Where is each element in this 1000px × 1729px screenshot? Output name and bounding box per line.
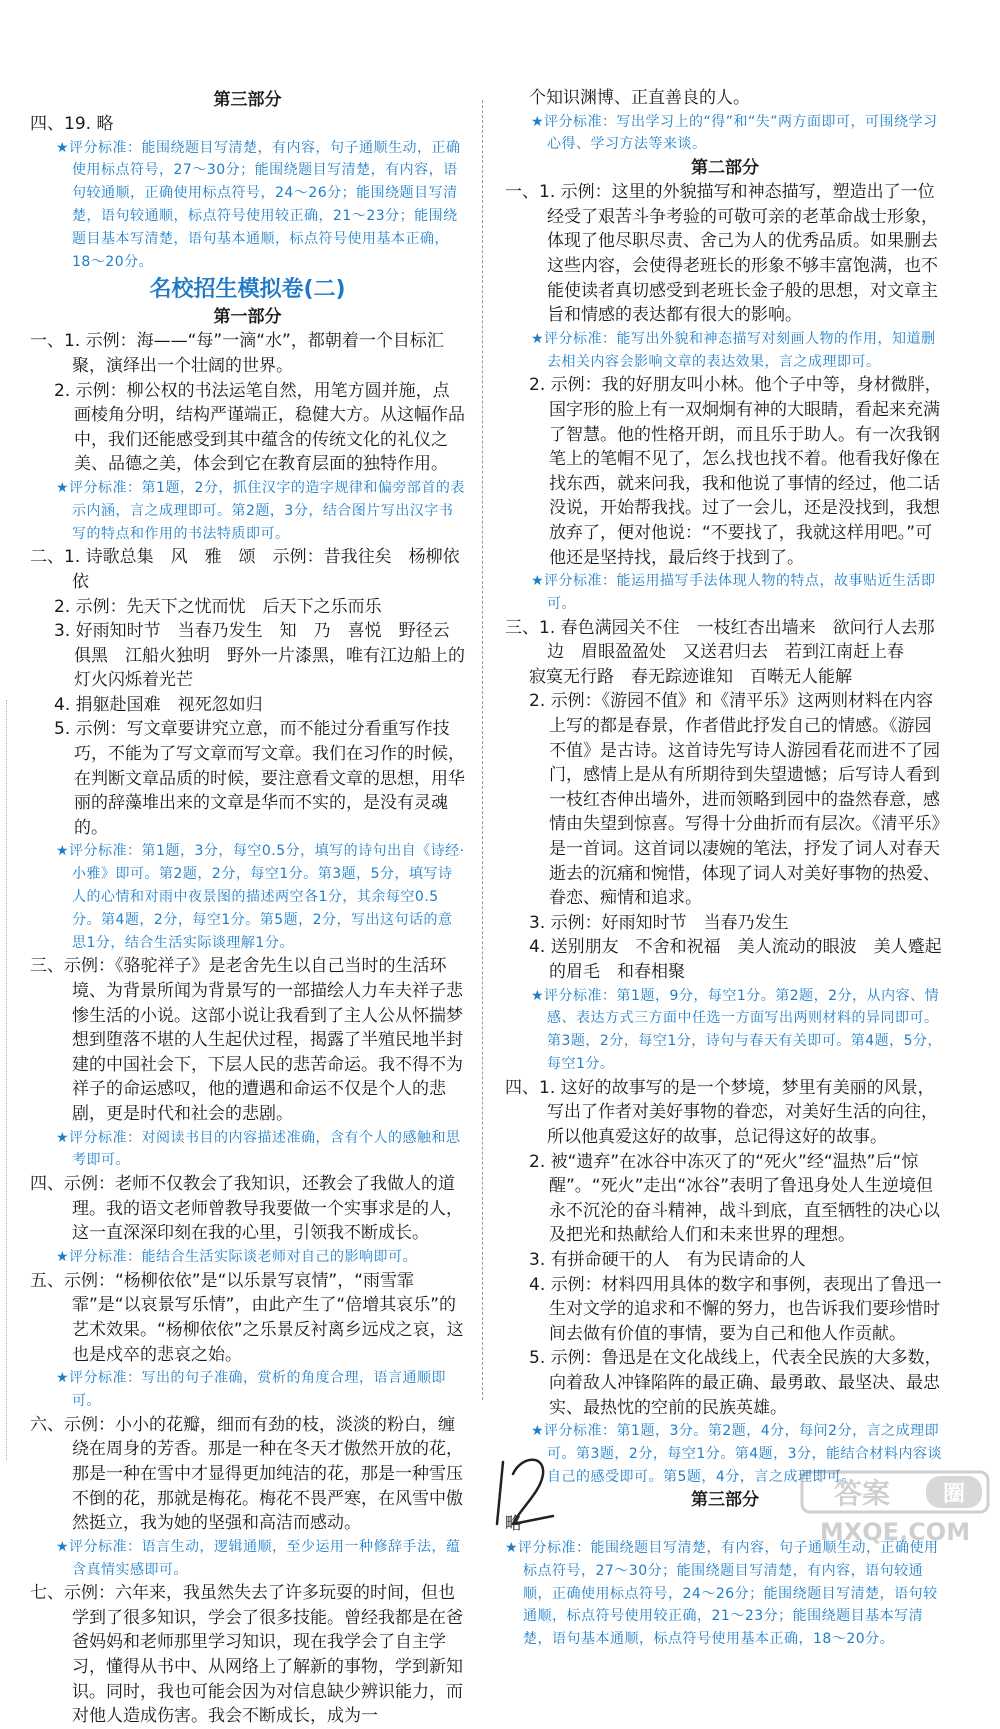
answer-r4-5: 5. 示例：鲁迅是在文化战线上，代表全民族的大多数，向着敌人冲锋陷阵的最正确、最勇敢、最坚决、最忠实、最热忱的空前的民族英雄。 bbox=[529, 1348, 942, 1418]
part2-heading: 第二部分 bbox=[691, 158, 759, 179]
answer-2-3: 3. 好雨知时节 当春乃发生 知 乃 喜悦 野径云俱黑 江船火独明 野外一片漆黑，唯有江边船上的灯火闪烁着光芒 bbox=[54, 621, 465, 691]
grading-note: ★评分标准：能写出外貌和神态描写对刻画人物的作用，知道删去相关内容会影响文章的表达效果，言之成理即可。 bbox=[531, 330, 936, 370]
answer-3: 三、示例：《骆驼祥子》是老舍先生以自己当时的生活环境、为背景所闻为背景写的一部描绘人力车夫祥子悲惨生活的小说。这部小说让我看到了主人公从怀揣梦想到堕落不堪的人生起伏过程，揭露了半殖民地半封建的中国社会下，下层人民的悲苦命运。我不得不为祥子的命运感叹，他的遭遇和命运不仅是个人的悲剧，更是时代和社会的悲剧。 bbox=[30, 956, 463, 1124]
answer-r4-2: 2. 被“遗弃”在冰谷中冻灭了的“死火”经“温热”后“惊醒”。“死火”走出“冰谷”表明了鲁迅身处人生逆境但永不沉沦的奋斗精神，战斗到底，直至牺牲的决心以及把光和热献给人们和未来世界的理想。 bbox=[529, 1151, 940, 1246]
answer-7-continued: 个知识渊博、正直善良的人。 bbox=[529, 88, 750, 108]
grading-note: ★评分标准：能运用描写手法体现人物的特点，故事贴近生活即可。 bbox=[531, 573, 936, 612]
answer-2-5: 5. 示例：写文章要讲究立意，而不能过分看重写作技巧，不能为了写文章而写文章。我们在习作的时候，在判断文章品质的时候，要注意看文章的思想，用华丽的辞藻堆出来的文章是华而不实的，是没有灵魂的。 bbox=[54, 719, 465, 838]
grading-note: ★评分标准：第1题，3分。第2题，4分，每问2分，言之成理即可。第3题，2分，每空1分。第4题，3分，能结合材料内容谈自己的感受即可。第5题，4分，言之成理即可。 bbox=[531, 1423, 943, 1485]
grading-note: ★评分标准：语言生动，逻辑通顺，至少运用一种修辞手法，蕴含真情实感即可。 bbox=[56, 1538, 461, 1578]
answer-r4-1: 四、1. 这好的故事写的是一个梦境，梦里有美丽的风景，写出了作者对美好事物的眷恋，对美好生活的向往，所以他真爱这好的故事，总记得这好的故事。 bbox=[505, 1077, 938, 1147]
grading-note: ★评分标准：能围绕题目写清楚，有内容，句子通顺生动，正确使用标点符号，27～30分；能围绕题目写清楚，有内容，语句较通顺，正确使用标点符号，24～26分；能围绕题目写清楚，语句较通顺，标点符号使用较正确，21～23分；能围绕题目基本写清楚，语句基本通顺，标点符号使用基本正确，18～20分。 bbox=[56, 139, 461, 270]
answer-2-4: 4. 捐躯赴国难 视死忽如归 bbox=[54, 694, 263, 715]
answer-7: 七、示例：六年来，我虽然失去了许多玩耍的时间，但也学到了很多知识，学会了很多技能。曾经我都是在爸爸妈妈和老师那里学习知识，现在我学会了自主学习，懂得从书中、从网络上了解新的事物，学到新知识。同时，我也可能会因为对信息缺少辨识能力，而对他人造成伤害。我会不断成长，成为一 bbox=[30, 1583, 463, 1727]
part1-heading: 第一部分 bbox=[213, 307, 282, 328]
grading-note: ★评分标准：第1题，2分，抓住汉字的造字规律和偏旁部首的表示内涵，言之成理即可。第2题，3分，结合图片写出汉字书写的特点和作用的书法特质即可。 bbox=[56, 479, 465, 542]
svg-text:圈: 圈 bbox=[942, 1482, 966, 1507]
grading-note: ★评分标准：能围绕题目写清楚，有内容，句子通顺生动，正确使用标点符号，27～30分；能围绕题目写清楚，有内容，语句较通顺，正确使用标点符号，24～26分；能围绕题目写清楚，语句较通顺，标点符号使用较正确，21～23分；能围绕题目基本写清楚，语句基本通顺，标点符号使用基本正确，18～20分。 bbox=[505, 1540, 939, 1648]
svg-text:答案: 答案 bbox=[833, 1477, 891, 1510]
handwritten-page-number bbox=[493, 1452, 563, 1532]
grading-note: ★评分标准：能结合生活实际谈老师对自己的影响即可。 bbox=[56, 1248, 418, 1265]
answer-4: 四、示例：老师不仅教会了我知识，还教会了我做人的道理。我的语文老师曾教导我要做一个实事求是的人，这一直深深印刻在我的心里，引领我不断成长。 bbox=[30, 1174, 463, 1244]
grading-note: ★评分标准：写出的句子准确，赏析的角度合理，语言通顺即可。 bbox=[56, 1370, 447, 1409]
answer-r3-1: 三、1. 春色满园关不住 一枝红杏出墙来 欲问行人去那边 眉眼盈盈处 又送君归去 若到江南赶上春 bbox=[505, 617, 935, 663]
answer-r3-3: 3. 示例：好雨知时节 当春乃发生 bbox=[529, 912, 789, 933]
watermark-logo bbox=[800, 1470, 990, 1545]
grading-note: ★评分标准：第1题，9分，每空1分。第2题，2分，从内容、情感、表达方式三方面中任选一方面写出两则材料的异同即可。第3题，2分，每空1分，诗句与春天有关即可。第4题，5分，每空1分。 bbox=[531, 987, 943, 1072]
answer-6: 六、示例：小小的花瓣，细而有劲的枝，淡淡的粉白，缠绕在周身的芳香。那是一种在冬天才傲然开放的花，那是一种在雪中才显得更加纯洁的花，那是一种雪压不倒的花，那就是梅花。梅花不畏严寒，在风雪中傲然挺立，我为她的坚强和高洁而感动。 bbox=[30, 1414, 463, 1534]
answer-r4-4: 4. 示例：材料四用具体的数字和事例，表现出了鲁迅一生对文学的追求和不懈的努力，也告诉我们要珍惜时间去做有价值的事情，要为自己和他人作贡献。 bbox=[529, 1274, 942, 1344]
answer-r4-3: 3. 有拼命硬干的人 有为民请命的人 bbox=[529, 1249, 806, 1270]
part3-heading-left: 第三部分 bbox=[213, 90, 282, 110]
answer-omitted: 略 bbox=[505, 1514, 522, 1535]
answer-r1-2: 2. 示例：我的好朋友叫小林。他个子中等，身材微胖，国字形的脸上有一双炯炯有神的大眼睛，看起来充满了智慧。他的性格开朗，而且乐于助人。有一次我钢笔上的笔帽不见了，怎么找也找不着。他看我好像在找东西，就来问我，我和他说了事情的经过，他二话没说，开始帮我找。过了一会儿，还是没找到，我想放弃了，便对他说：“不要找了，我就这样用吧。”可他还是坚持找，最后终于找到了。 bbox=[529, 375, 942, 568]
part3-heading-right: 第三部分 bbox=[691, 1490, 759, 1511]
exam-title: 名校招生模拟卷(二) bbox=[149, 277, 346, 303]
svg-text:MXQE.COM: MXQE.COM bbox=[819, 1518, 971, 1545]
answer-r1-1: 一、1. 示例：这里的外貌描写和神态描写，塑造出了一位经受了艰苦斗争考验的可敬可亲的老革命战士形象，体现了他尽职尽责、舍己为人的优秀品质。如果删去这些内容，会使得老班长的形象不够丰富饱满，也不能使读者真切感受到老班长金子般的思想，对文章主旨和情感的表达都有很大的影响。 bbox=[505, 182, 938, 326]
grading-note: ★评分标准：对阅读书目的内容描述准确，含有个人的感触和思考即可。 bbox=[56, 1129, 461, 1169]
answer-r3-2: 2. 示例：《游园不值》和《清平乐》这两则材料在内容上写的都是春景，作者借此抒发自己的情感。《游园不值》是古诗。这首诗先写诗人游园看花而进不了园门，感情上是从有所期待到失望遗憾；后写诗人看到一枝红杏伸出墙外，进而领略到园中的盎然春意，感情由失望到惊喜。写得十分曲折而有层次。《清平乐》是一首词。这首词以凄婉的笔法，抒发了词人对春天逝去的沉痛和惋惜，体现了词人对美好事物的热爱、眷恋、痴情和追求。 bbox=[529, 691, 940, 909]
right-column bbox=[505, 88, 945, 1651]
grading-note: ★评分标准：第1题，3分，每空0.5分，填写的诗句出自《诗经·小雅》即可。第2题，2分，每空1分。第3题，5分，填写诗人的心情和对雨中夜景图的描述两空各1分，其余每空0.5分。第4题，2分，每空1分。第5题，2分，写出这句话的意思1分，结合生活实际谈理解1分。 bbox=[56, 843, 465, 951]
answer-q4-19: 四、19. 略 bbox=[30, 114, 114, 134]
answer-5: 五、示例：“杨柳依依”是“以乐景写哀情”，“雨雪霏霏”是“以哀景写乐情”，由此产生了“倍增其哀乐”的艺术效果。“杨柳依依”之乐景反衬离乡远戍之哀，这也是戍卒的悲哀之始。 bbox=[30, 1270, 464, 1365]
page-edge-marks bbox=[6, 700, 7, 1460]
answer-r3-1-cont: 寂寞无行路 春无踪迹谁知 百啭无人能解 bbox=[529, 666, 852, 687]
answer-2-2: 2. 示例：先天下之忧而忧 后天下之乐而乐 bbox=[54, 596, 382, 617]
column-divider bbox=[482, 100, 483, 1400]
answer-r3-4: 4. 送别朋友 不舍和祝福 美人流动的眼波 美人蹙起的眉毛 和春相聚 bbox=[529, 937, 942, 982]
answer-2-1: 二、1. 诗歌总集 风 雅 颂 示例：昔我往矣 杨柳依依 bbox=[30, 547, 460, 592]
answer-1-2: 2. 示例：柳公权的书法运笔自然，用笔方圆并施，点画棱角分明，结构严谨端正，稳健大方。从这幅作品中，我们还能感受到其中蕴含的传统文化的礼仪之美、品德之美，体会到它在教育层面的独特作用。 bbox=[54, 380, 465, 475]
grading-note: ★评分标准：写出学习上的“得”和“失”两方面即可，可围绕学习心得、学习方法等来谈。 bbox=[531, 113, 938, 153]
answer-1-1: 一、1. 示例：海——“每”一滴“水”，都朝着一个目标汇聚，演绎出一个壮阔的世界。 bbox=[30, 331, 444, 376]
left-column bbox=[30, 88, 465, 1729]
